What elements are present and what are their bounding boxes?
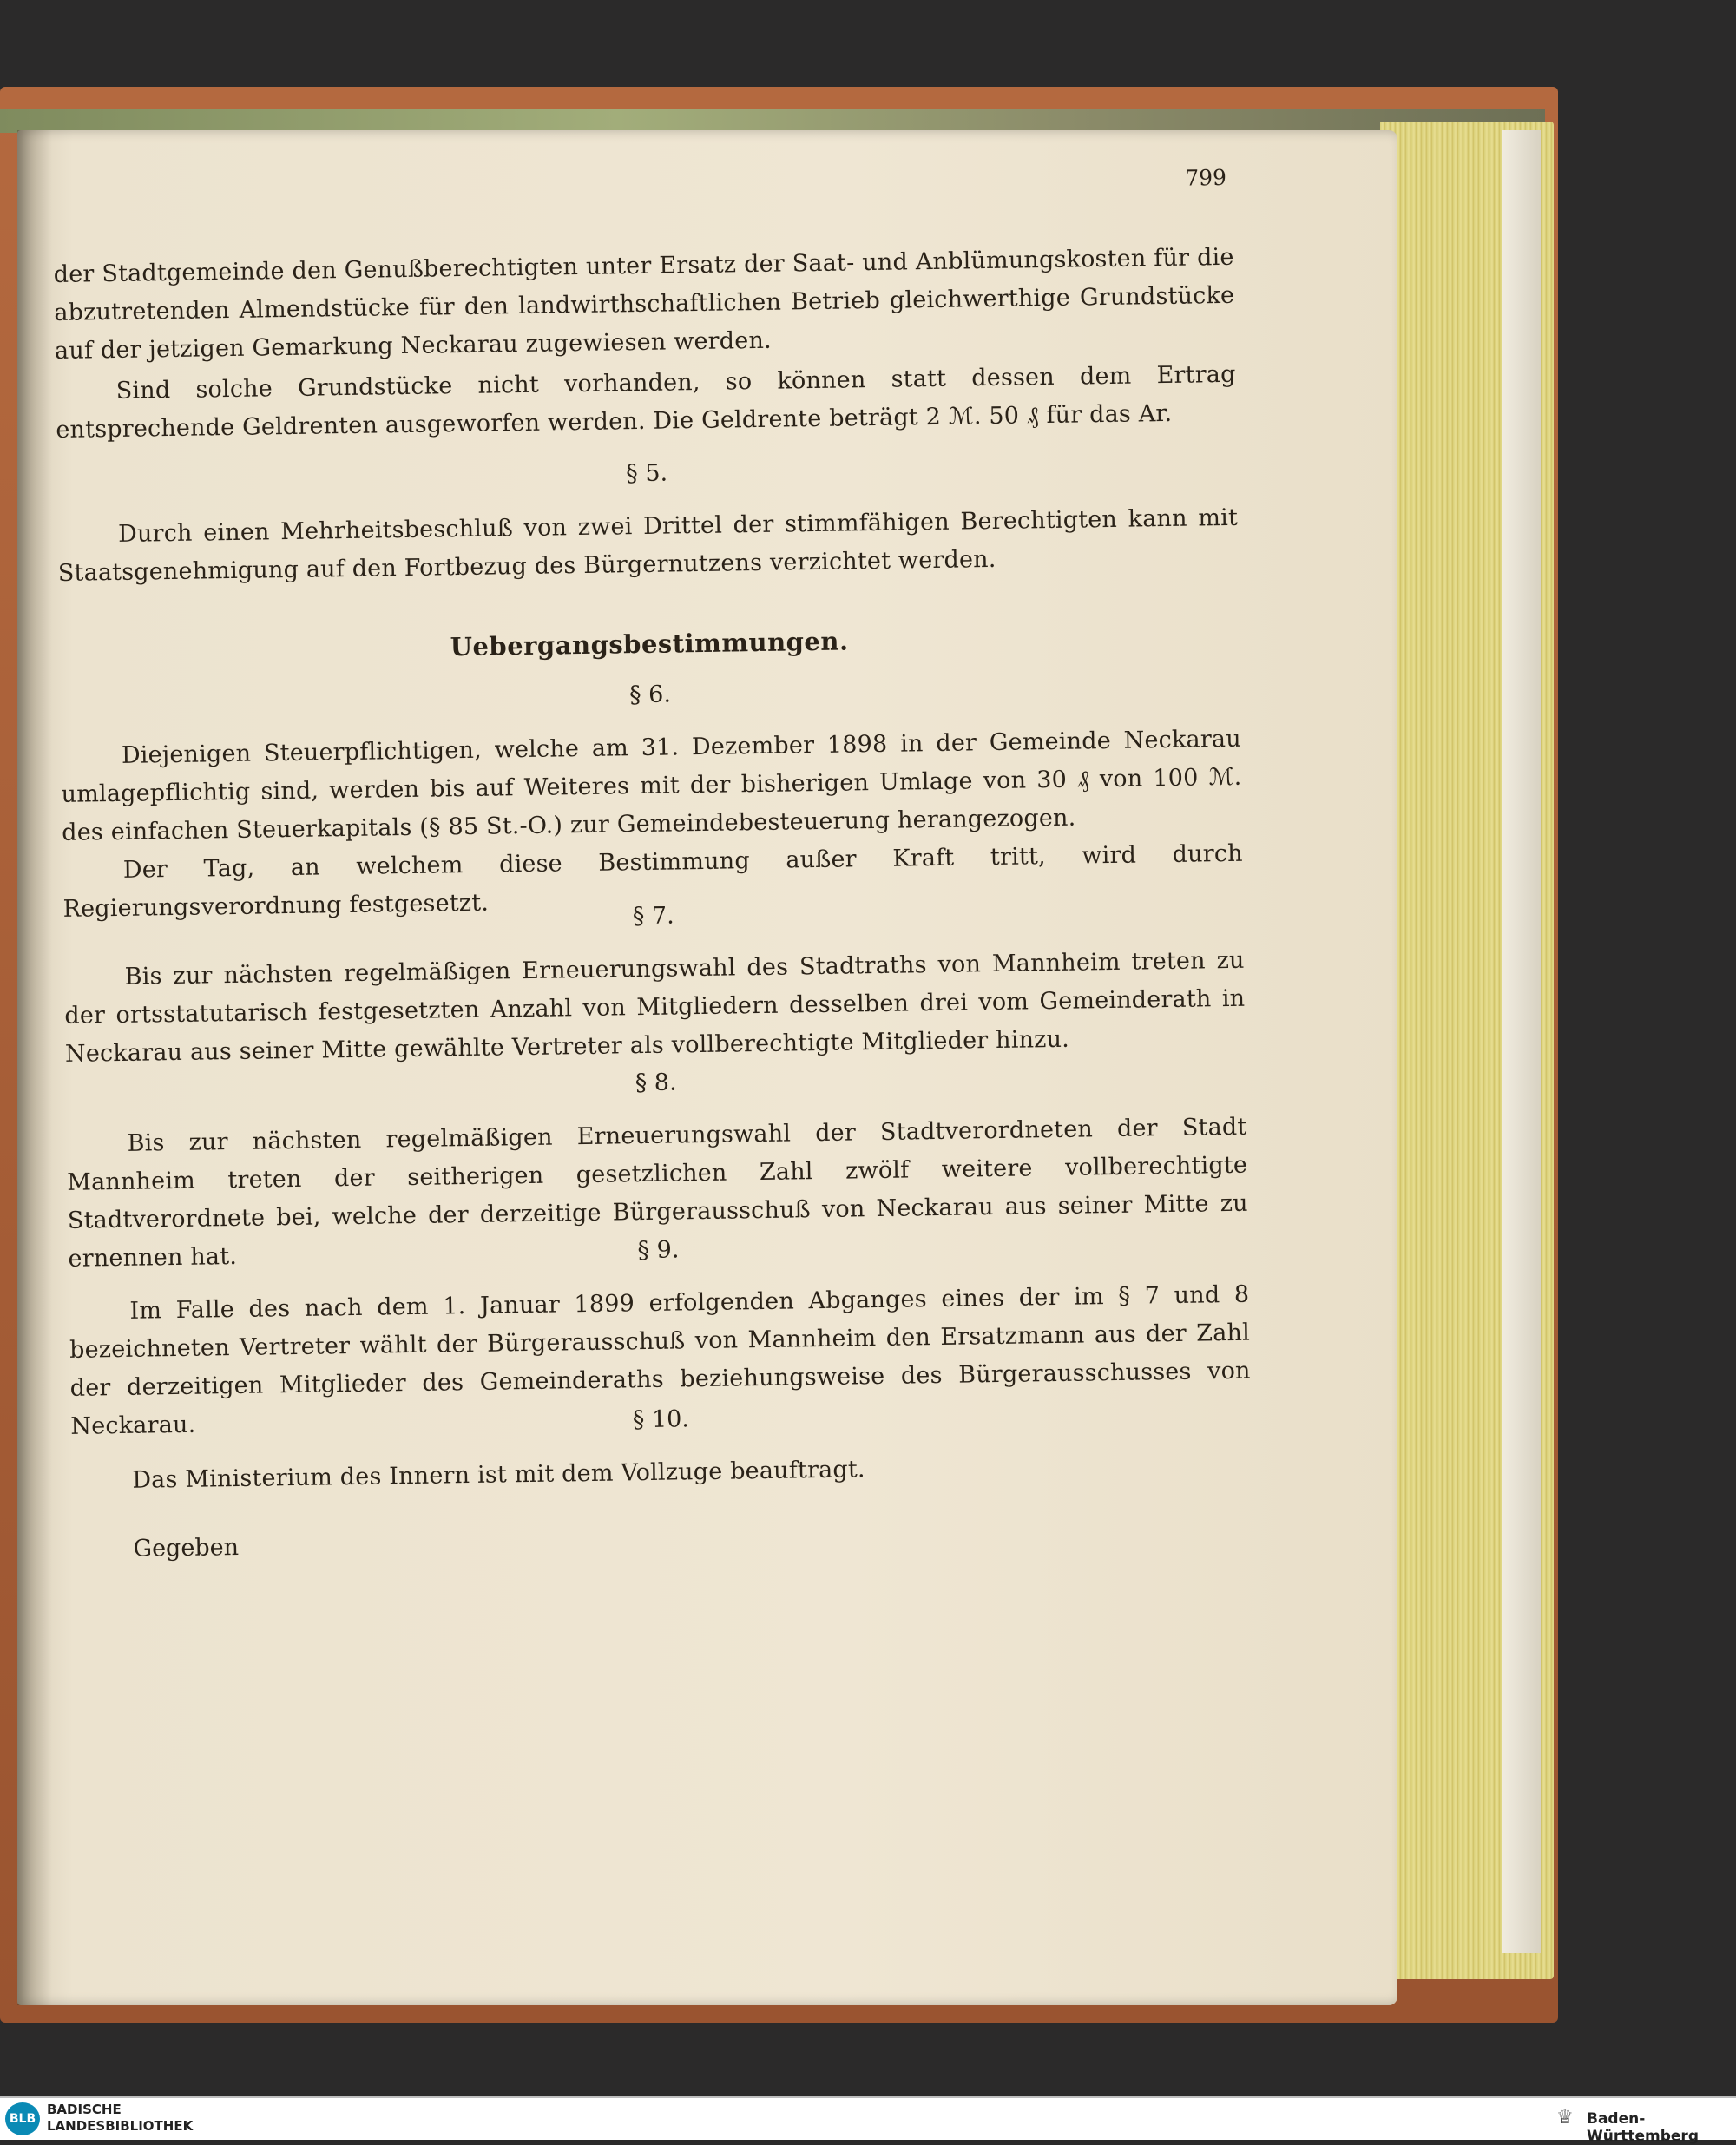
transition-heading: Uebergangsbestimmungen. (450, 626, 849, 662)
paragraph-section-6b: Der Tag, an welchem diese Bestimmung außer Kraft tritt, wird durch Regierungsverordnung festgesetzt. (62, 839, 1243, 923)
paragraph-section-8: Bis zur nächsten regelmäßigen Erneuerungswahl der Stadtverordneten der Stadt Mannheim treten der seitherigen gesetzlichen Zahl zwölf weitere vollberechtigte Stadtverordnete bei, welche der derzeitige Bürgerausschuß von Neckarau aus seiner Mitte zu ernennen hat. (67, 1113, 1248, 1273)
state-name[interactable]: Baden-Württemberg (1587, 2110, 1699, 2145)
paragraph-section-7: Bis zur nächsten regelmäßigen Erneuerungswahl des Stadtraths von Mannheim treten zu der ortsstatutarisch festgesetzten Anzahl von Mitgliedern desselben drei vom Gemeinderath in Neckarau aus seiner Mitte gewählte Vertreter als vollberechtigte Mitglieder hinzu. (64, 946, 1246, 1068)
paragraph-geldrente: Sind solche Grundstücke nicht vorhanden, so können statt dessen dem Ertrag entsprechende Geldrenten ausgeworfen werden. Die Geldrente beträgt 2 ℳ. 50 ₰ für das Ar. (56, 360, 1236, 444)
library-name-line2: LANDESBIBLIOTHEK (47, 2118, 194, 2134)
gegeben-line: Gegeben (133, 1533, 240, 1563)
section-6-heading: § 6. (628, 681, 672, 709)
page-number: 799 (1185, 164, 1227, 191)
library-name (47, 2102, 193, 2135)
gutter-shadow (17, 130, 52, 2005)
paragraph-section-9: Im Falle des nach dem 1. Januar 1899 erfolgenden Abganges eines der im § 7 und 8 bezeichneten Vertreter wählt der Bürgerausschuß von Mannheim den Ersatzmann aus der Zahl der derzeitigen Mitglieder des Gemeinderaths beziehungsweise des Bürgerausschusses von Neckarau. (69, 1280, 1251, 1440)
footer-bar (0, 2096, 1736, 2145)
section-7-heading: § 7. (632, 902, 674, 931)
paragraph-section-5: Durch einen Mehrheitsbeschluß von zwei Drittel der stimmfähigen Berechtigten kann mit Staatsgenehmigung auf den Fortbezug des Bürgernutzens verzichtet werden. (57, 503, 1239, 587)
library-name-line1: BADISCHE (47, 2102, 122, 2117)
book-spine-strip (0, 109, 1545, 133)
paragraph-section-10: Das Ministerium des Innern ist mit dem Vollzuge beauftragt. (132, 1456, 865, 1494)
paragraph-section-6a: Diejenigen Steuerpflichtigen, welche am 31. Dezember 1898 in der Gemeinde Neckarau umlagepflichtig sind, werden bis auf Weiteres mit der bisherigen Umlage von 30 ₰ von 100 ℳ. des einfachen Steuerkapitals (§ 85 St.-O.) zur Gemeindebesteuerung herangezogen. (61, 725, 1242, 846)
section-10-heading: § 10. (632, 1405, 690, 1434)
section-9-heading: § 9. (637, 1236, 680, 1265)
paragraph-continuation: der Stadtgemeinde den Genußberechtigten unter Ersatz der Saat- und Anblümungskosten für die abzutretenden Almendstücke für den landwirthschaftlichen Betrieb gleichwerthige Grundstücke auf der jetzigen Gemarkung Neckarau zugewiesen werden. (53, 243, 1235, 365)
page-edges-inner (1502, 130, 1541, 1953)
lion-crest-icon: ♕ (1556, 2107, 1574, 2129)
section-8-heading: § 8. (635, 1069, 677, 1097)
section-5-heading: § 5. (626, 459, 668, 488)
blb-logo-icon[interactable]: BLB (5, 2102, 40, 2135)
